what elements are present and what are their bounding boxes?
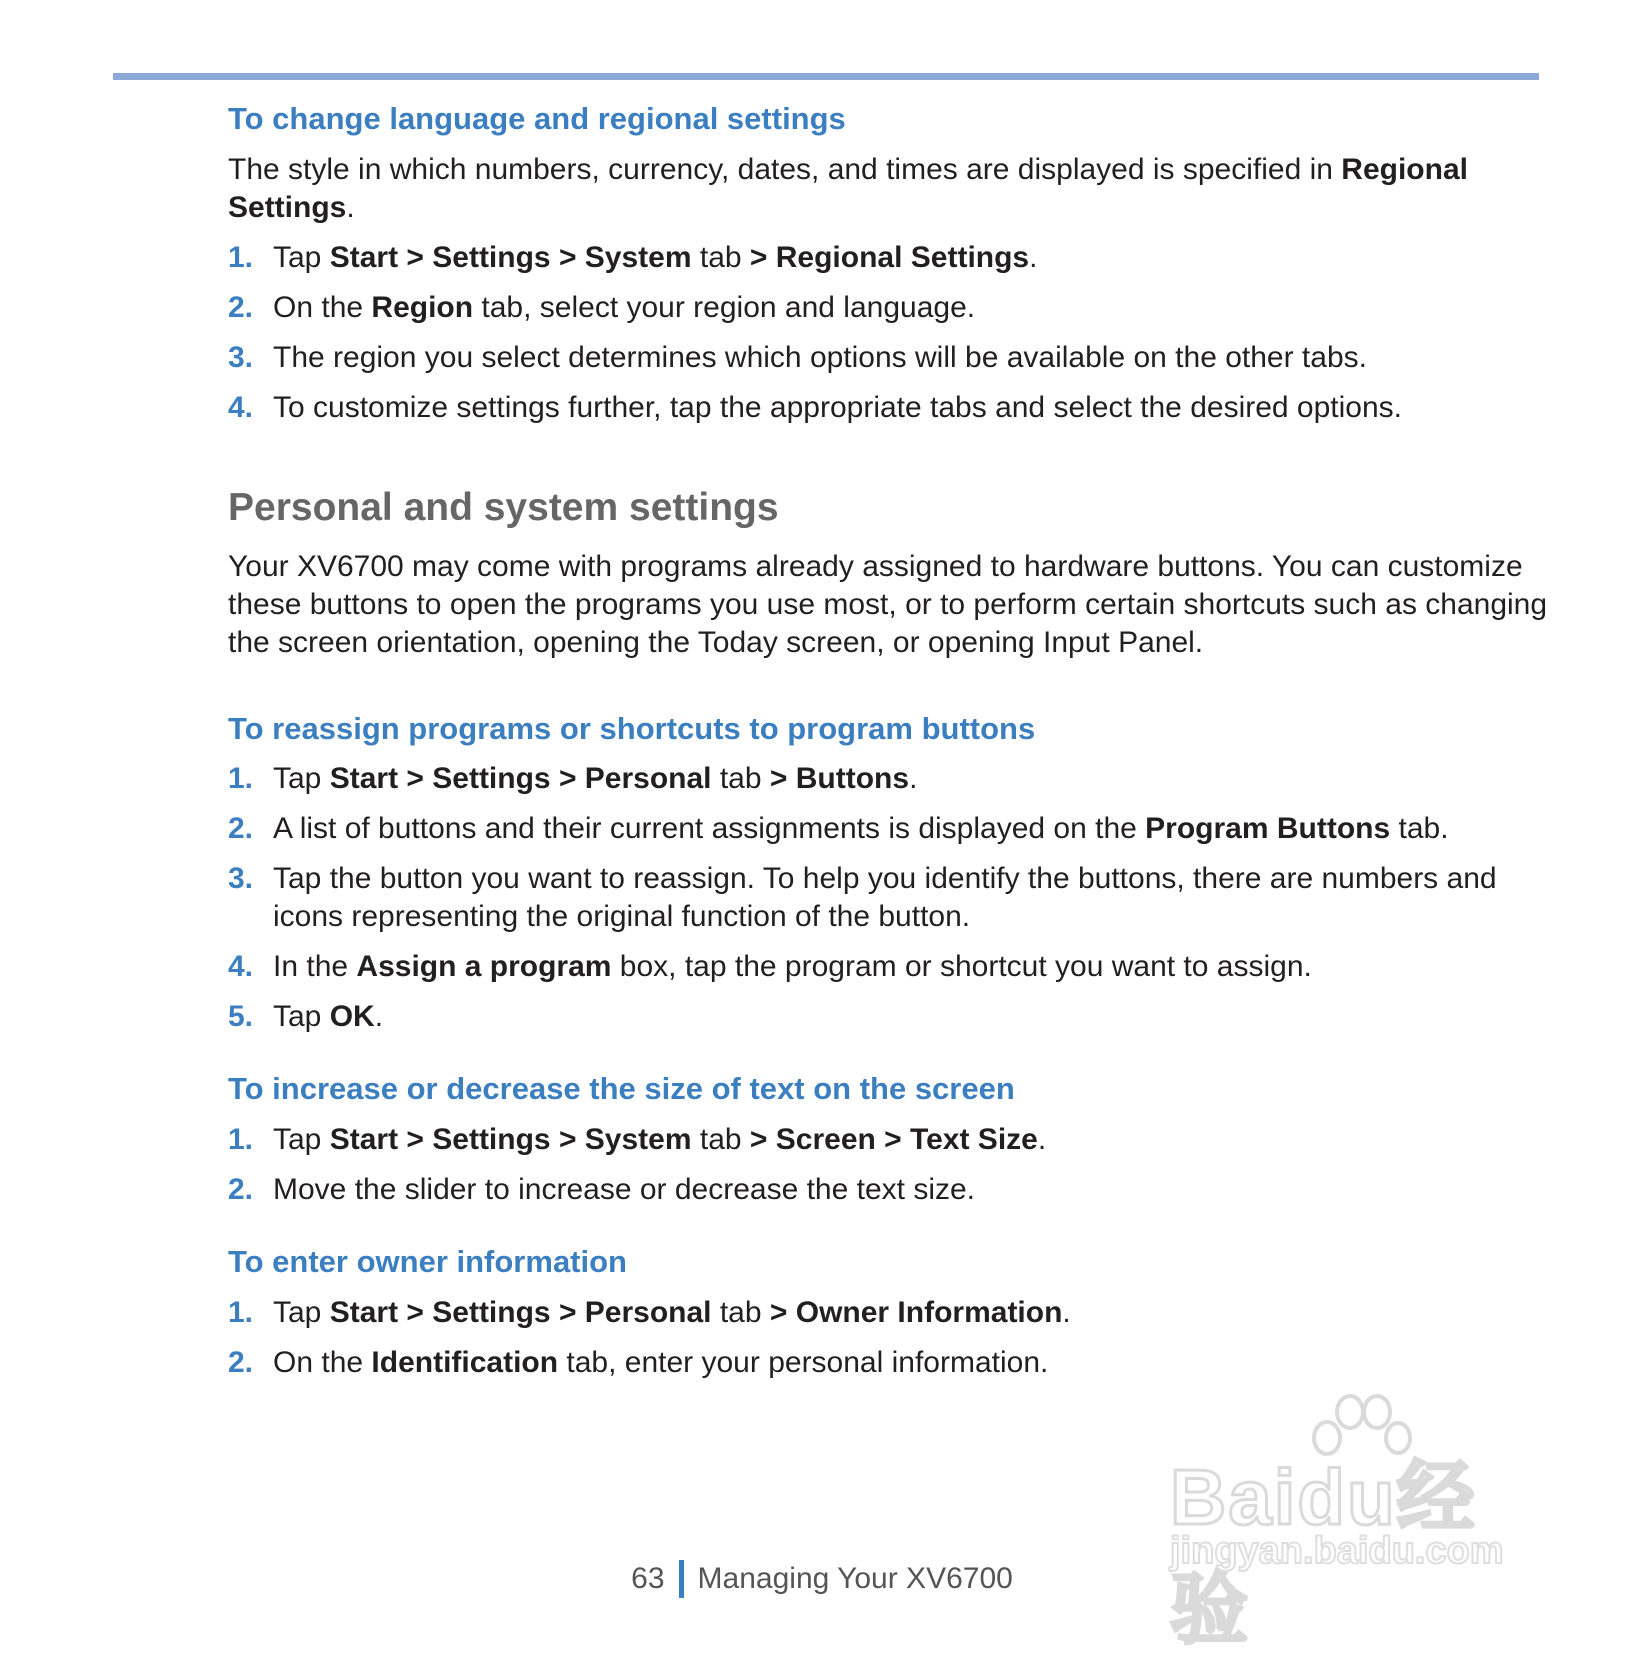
step-number: 3.	[228, 862, 254, 896]
steps-owner	[228, 1294, 1548, 1382]
step-item: 2. Move the slider to increase or decrease the text size.	[228, 1171, 1548, 1209]
step-item: 1. Tap Start > Settings > Personal tab > Buttons.	[228, 760, 1548, 798]
paragraph-language-intro: The style in which numbers, currency, dates, and times are displayed is specified in Regional Settings.	[228, 152, 1468, 224]
step-item: 1. Tap Start > Settings > System tab > Screen > Text Size.	[228, 1121, 1548, 1159]
paragraph-personal-intro: Your XV6700 may come with programs already assigned to hardware buttons. You can customize these buttons to open the programs you use most, or to perform certain shortcuts such as changing the screen orientation, opening the Today screen, or opening Input Panel.	[228, 549, 1548, 659]
page-number: 63	[631, 1562, 665, 1595]
step-number: 2.	[228, 1173, 254, 1207]
steps-textsize	[228, 1121, 1548, 1209]
step-item: 2. On the Identification tab, enter your personal information.	[228, 1344, 1548, 1382]
step-item: 3. The region you select determines which options will be available on the other tabs.	[228, 339, 1548, 377]
step-number: 5.	[228, 1000, 254, 1034]
watermark-brand: Baidu经验	[1170, 1453, 1477, 1653]
step-number: 3.	[228, 340, 254, 374]
step-item: 3. Tap the button you want to reassign. To help you identify the buttons, there are numbers and icons representing the original function of the button.	[228, 860, 1548, 936]
section-title-personal: Personal and system settings	[228, 485, 779, 529]
steps-reassign	[228, 760, 1548, 1036]
heading-textsize: To increase or decrease the size of text on the screen	[228, 1071, 1015, 1107]
step-number: 2.	[228, 1345, 254, 1379]
step-number: 4.	[228, 950, 254, 984]
page-footer	[0, 1560, 1644, 1598]
page-content	[228, 100, 1548, 1394]
footer-divider	[679, 1560, 684, 1598]
heading-language: To change language and regional settings	[228, 101, 846, 136]
step-item: 5. Tap OK.	[228, 998, 1548, 1036]
heading-owner: To enter owner information	[228, 1244, 627, 1280]
step-item: 4. In the Assign a program box, tap the program or shortcut you want to assign.	[228, 948, 1548, 986]
step-number: 2.	[228, 812, 254, 846]
step-number: 1.	[228, 1123, 254, 1157]
step-number: 1.	[228, 240, 254, 274]
watermark-url: jingyan.baidu.com	[1170, 1530, 1504, 1572]
heading-reassign: To reassign programs or shortcuts to program buttons	[228, 710, 1036, 746]
step-number: 1.	[228, 1295, 254, 1329]
step-item: 2. On the Region tab, select your region and language.	[228, 289, 1548, 327]
step-item: 2. A list of buttons and their current assignments is displayed on the Program Buttons tab.	[228, 810, 1548, 848]
step-item: 1. Tap Start > Settings > Personal tab > Owner Information.	[228, 1294, 1548, 1332]
step-number: 1.	[228, 762, 254, 796]
chapter-title: Managing Your XV6700	[697, 1562, 1013, 1595]
step-item: 1. Tap Start > Settings > System tab > Regional Settings.	[228, 239, 1548, 277]
step-number: 2.	[228, 290, 254, 324]
steps-language	[228, 239, 1548, 427]
step-number: 4.	[228, 390, 254, 424]
step-item: 4. To customize settings further, tap the appropriate tabs and select the desired options.	[228, 389, 1548, 427]
top-rule	[113, 73, 1539, 80]
